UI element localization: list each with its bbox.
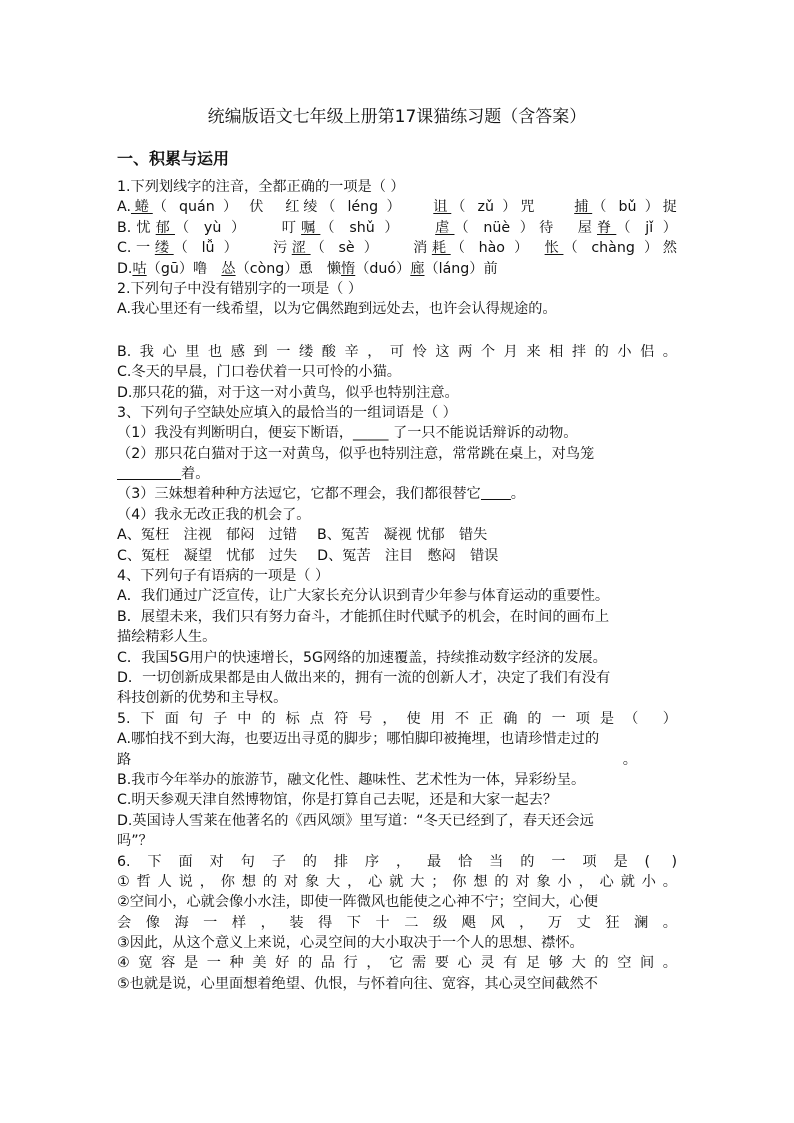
- q3-sentence-3: （3）三妹想着种种方法逗它，它都不理会，我们都很替它 。: [117, 486, 525, 503]
- q4-option-d: D．一切创新成果都是由人做出来的，拥有一流的创新人才，决定了我们有没有: [117, 669, 611, 686]
- q3-sentence-2-cont: 着。: [117, 464, 677, 484]
- section-heading: 一、积累与运用: [117, 149, 230, 168]
- q1-option-c: C.一缕（ lǚ ） 污涩（ sè ） 消耗（ hào ） 怅（ chàng ）然: [117, 240, 677, 257]
- q2-option-c: C.冬天的早晨，门口卷伏着一只可怜的小猫。: [117, 364, 401, 381]
- q1-option-b: B.忧郁（ yù ） 叮嘱（ shǔ ） 虐（ nüè ）待 屋脊（ jǐ ）: [117, 219, 677, 236]
- q3-sentence-1: （1）我没有判断明白，便妄下断语，_____ 了一只不能说话辩诉的动物。: [117, 425, 578, 442]
- q4-option-a: A．我们通过广泛宣传，让广大家长充分认识到青少年参与体育运动的重要性。: [117, 588, 610, 605]
- q6-sentence-4: ④宽容是一种美好的品行，它需要心灵有足够大的空间。: [117, 955, 677, 972]
- q4-option-c: C．我国5G用户的快速增长，5G网络的加速覆盖，持续推动数字经济的发展。: [117, 649, 607, 666]
- q2-option-d: D.那只花的猫，对于这一对小黄鸟，似乎也特别注意。: [117, 384, 459, 401]
- question-list: [117, 177, 677, 994]
- q2-option-b: B.我心里也感到一缕酸辛，可怜这两个月来相拌的小侣。: [117, 343, 677, 360]
- document-title: 统编版语文七年级上册第17课猫练习题（含答案）: [207, 107, 587, 127]
- q4-stem: 4、下列句子有语病的一项是（ ）: [117, 568, 330, 585]
- q5-option-d-cont: 吗”？: [117, 833, 153, 850]
- q6-sentence-2: ②空间小，心就会像小水洼，即使一阵微风也能使之心神不宁；空间大，心便: [117, 894, 598, 911]
- q3-sentence-4: （4）我永无改正我的机会了。: [117, 506, 311, 523]
- answer-blank[interactable]: [117, 465, 181, 480]
- q5-stem: 5.下面句子中的标点符号，使用不正确的一项是（ ）: [117, 710, 677, 727]
- q3-options-cd: C、冤枉 凝望 忧郁 过失 D、冤苦 注目 憋闷 错误: [117, 547, 499, 564]
- q6-sentence-3: ③因此，从这个意义上来说，心灵空间的大小取决于一个人的思想、襟怀。: [117, 935, 584, 952]
- q5-option-a: A.哪怕找不到大海，也要迈出寻觅的脚步；哪怕脚印被掩埋，也请珍惜走过的: [117, 731, 600, 748]
- q1-option-a: A.蜷（ quán ） 伏 红绫（ léng ） 诅（ zǔ ）咒 捕（ bǔ ）捉: [117, 199, 677, 216]
- q5-option-b: B.我市今年举办的旅游节，融文化性、趣味性、艺术性为一体，异彩纷呈。: [117, 771, 586, 788]
- q5-option-a-cont: 路 。: [117, 751, 637, 768]
- q5-option-d: D.英国诗人雪莱在他著名的《西风颂》里写道：“冬天已经到了，春天还会远: [117, 812, 594, 829]
- answer-blank[interactable]: [481, 485, 511, 500]
- q2-stem: 2.下列句子中没有错别字的一项是（ ）: [117, 280, 363, 297]
- q5-option-c: C.明天参观天津自然博物馆，你是打算自己去呢，还是和大家一起去？: [117, 792, 558, 809]
- q3-stem: 3、下列句子空缺处应填入的最恰当的一组词语是（ ）: [117, 404, 457, 421]
- q6-sentence-1: ①哲人说，你想的对象大，心就大；你想的对象小，心就小。: [117, 873, 677, 890]
- q6-stem: 6.下面对句子的排序，最恰当的一项是( ): [117, 853, 677, 870]
- q6-sentence-2-cont: 会像海一样，装得下十二级飓风，万丈狂澜。: [117, 914, 677, 931]
- q1-option-d: D.咕（gū）噜 怂（còng）恿 懒惰（duó）廊（láng）前: [117, 260, 498, 277]
- q3-options-ab: A、冤枉 注视 郁闷 过错 B、冤苦 凝视 忧郁 错失: [117, 527, 488, 544]
- q4-option-b: B．展望未来，我们只有努力奋斗，才能抓住时代赋予的机会，在时间的画布上: [117, 608, 610, 625]
- q4-option-b-cont: 描绘精彩人生。: [117, 629, 217, 646]
- q4-option-d-cont: 科技创新的优势和主导权。: [117, 690, 288, 707]
- q6-sentence-5: ⑤也就是说，心里面想着绝望、仇恨，与怀着向往、宽容，其心灵空间截然不: [117, 975, 598, 992]
- q2-option-a: A.我心里还有一线希望，以为它偶然跑到远处去，也许会认得规途的。: [117, 301, 557, 318]
- q3-sentence-2: （2）那只花白猫对于这一对黄鸟，似乎也特别注意，常常跳在桌上，对鸟笼: [117, 445, 595, 462]
- q1-stem: 1.下列划线字的注音，全都正确的一项是（ ）: [117, 179, 405, 195]
